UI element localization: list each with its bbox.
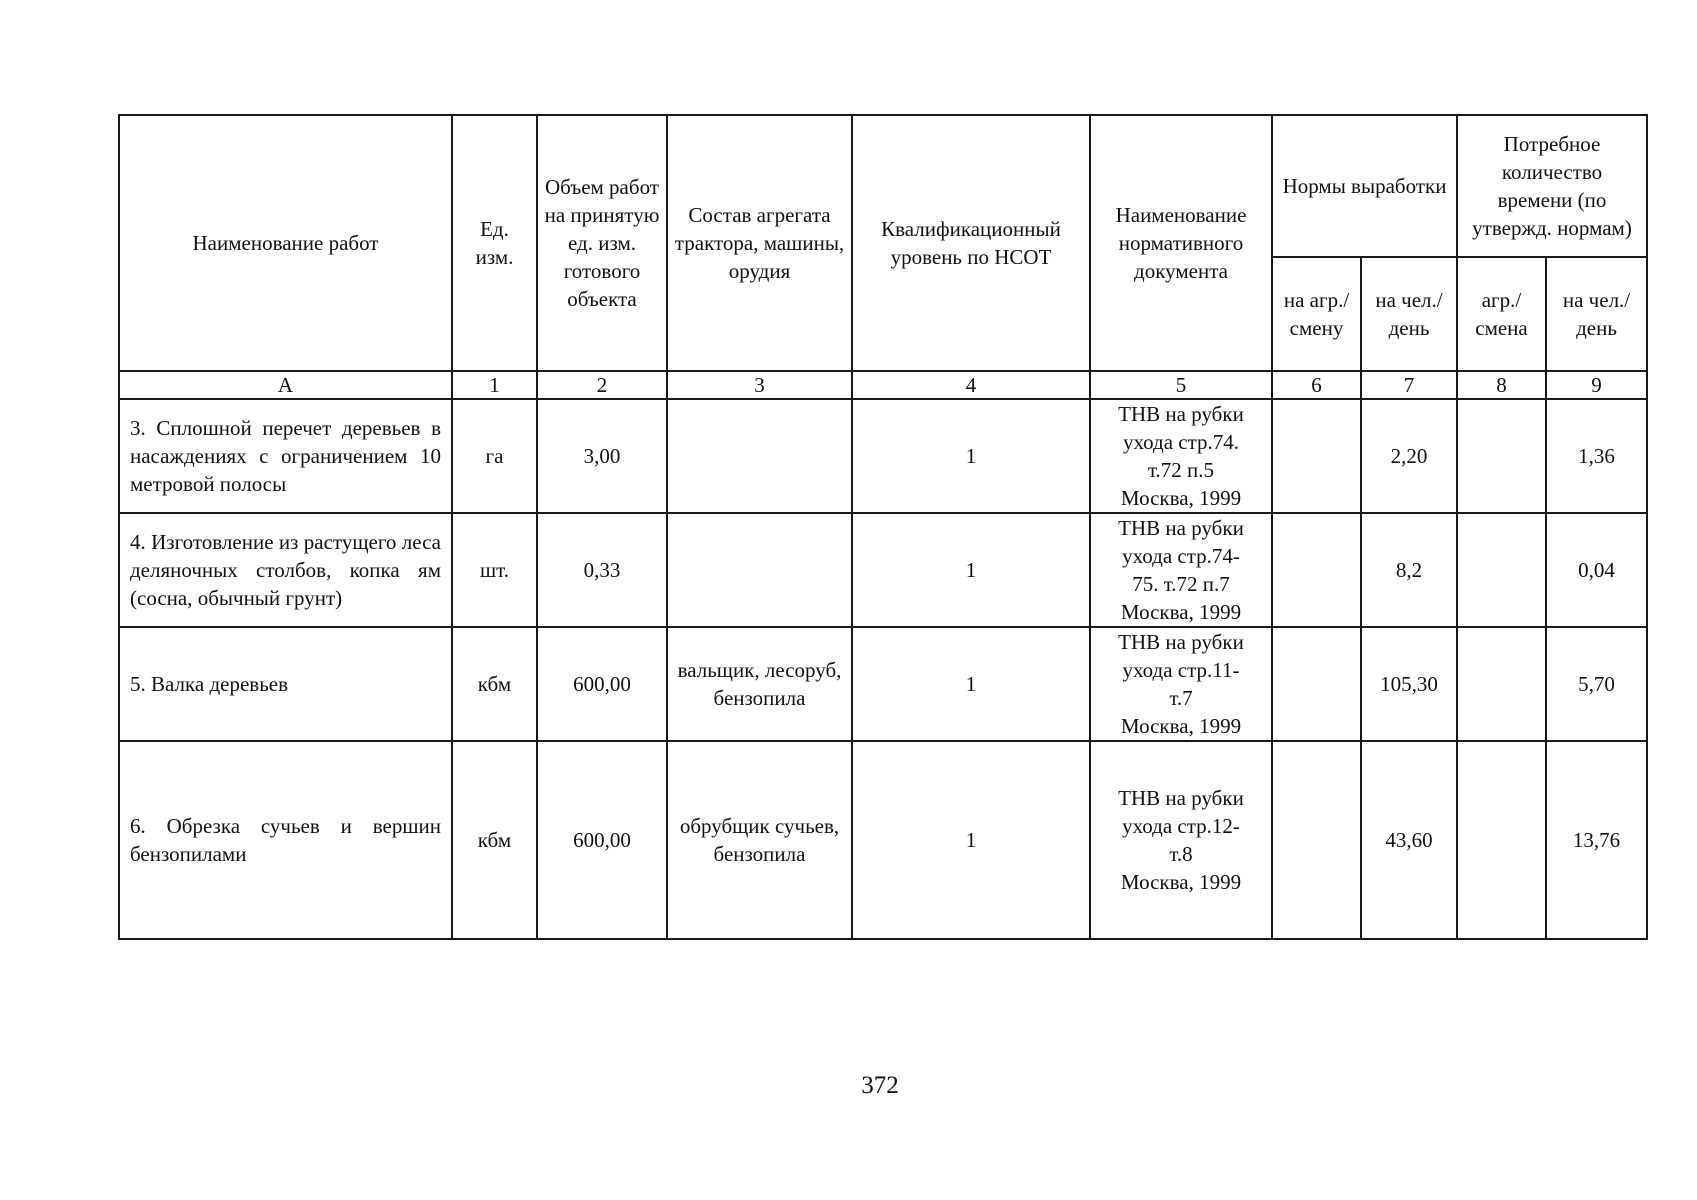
time-agr-cell [1457, 741, 1546, 939]
work-norms-table [118, 114, 1648, 940]
volume-cell: 600,00 [537, 741, 667, 939]
col-number: 5 [1090, 371, 1272, 399]
table-row [119, 627, 1647, 741]
header-work-name: Наименование работ [119, 115, 452, 371]
norm-doc-line: Москва, 1999 [1120, 714, 1242, 738]
header-row-1 [119, 115, 1647, 257]
col-number: А [119, 371, 452, 399]
qualification-cell: 1 [852, 627, 1090, 741]
header-qualification: Квалификационный уровень по НСОТ [852, 115, 1090, 371]
norm-doc-line: Москва, 1999 [1120, 600, 1242, 624]
time-person-cell: 0,04 [1546, 513, 1647, 627]
time-person-cell: 5,70 [1546, 627, 1647, 741]
header-unit-composition: Состав агрегата трактора, машины, орудия [667, 115, 852, 371]
unit-cell: шт. [452, 513, 537, 627]
composition-cell: вальщик, лесоруб, бензопила [667, 627, 852, 741]
unit-cell: кбм [452, 627, 537, 741]
time-person-cell: 13,76 [1546, 741, 1647, 939]
work-name-cell: 5. Валка деревьев [119, 627, 452, 741]
norm-person-cell: 43,60 [1361, 741, 1457, 939]
norm-doc-line: ухода стр.74- [1122, 544, 1240, 568]
norm-doc-line: т.72 п.5 [1147, 458, 1215, 482]
col-number: 7 [1361, 371, 1457, 399]
norm-doc-cell [1090, 627, 1272, 741]
composition-cell: обрубщик сучьев, бензопила [667, 741, 852, 939]
col-number: 2 [537, 371, 667, 399]
norm-doc-line: т.7 [1169, 686, 1193, 710]
composition-cell [667, 513, 852, 627]
unit-cell: кбм [452, 741, 537, 939]
qualification-cell: 1 [852, 399, 1090, 513]
header-norm-doc: Наименование нормативного документа [1090, 115, 1272, 371]
column-number-row [119, 371, 1647, 399]
table-row [119, 399, 1647, 513]
col-number: 6 [1272, 371, 1361, 399]
norm-agr-cell [1272, 627, 1361, 741]
volume-cell: 3,00 [537, 399, 667, 513]
work-name-cell: 3. Сплошной перечет деревьев в насаждениях с ограничением 10 метровой полосы [119, 399, 452, 513]
header-per-person-day: на чел./ день [1361, 257, 1457, 371]
norm-doc-line: Москва, 1999 [1120, 486, 1242, 510]
volume-cell: 0,33 [537, 513, 667, 627]
work-name-cell: 6. Обрезка сучьев и вершин бензопилами [119, 741, 452, 939]
norm-agr-cell [1272, 741, 1361, 939]
norm-doc-line: ТНВ на рубки [1118, 402, 1244, 426]
table-row [119, 741, 1647, 939]
norm-doc-line: ухода стр.12- [1122, 814, 1240, 838]
qualification-cell: 1 [852, 513, 1090, 627]
norm-doc-cell [1090, 399, 1272, 513]
time-agr-cell [1457, 399, 1546, 513]
col-number: 4 [852, 371, 1090, 399]
volume-cell: 600,00 [537, 627, 667, 741]
norm-doc-line: т.8 [1169, 842, 1193, 866]
header-volume: Объем работ на принятую ед. изм. готового объекта [537, 115, 667, 371]
composition-cell [667, 399, 852, 513]
norm-doc-line: ТНВ на рубки [1118, 516, 1244, 540]
time-agr-cell [1457, 513, 1546, 627]
norm-person-cell: 105,30 [1361, 627, 1457, 741]
norm-doc-line: ТНВ на рубки [1118, 630, 1244, 654]
col-number: 1 [452, 371, 537, 399]
norm-doc-line: ухода стр.74. [1122, 430, 1240, 454]
work-name-cell: 4. Изготовление из растущего леса деляночных столбов, копка ям (сосна, обычный грунт) [119, 513, 452, 627]
norm-person-cell: 8,2 [1361, 513, 1457, 627]
norm-doc-cell [1090, 513, 1272, 627]
norm-agr-cell [1272, 513, 1361, 627]
time-person-cell: 1,36 [1546, 399, 1647, 513]
header-agr-shift: агр./ смена [1457, 257, 1546, 371]
page-number: 372 [861, 1072, 899, 1099]
norm-agr-cell [1272, 399, 1361, 513]
col-number: 9 [1546, 371, 1647, 399]
norm-doc-line: ТНВ на рубки [1118, 786, 1244, 810]
col-number: 3 [667, 371, 852, 399]
norm-doc-line: Москва, 1999 [1120, 870, 1242, 894]
time-agr-cell [1457, 627, 1546, 741]
norm-doc-line: 75. т.72 п.7 [1132, 572, 1230, 596]
norm-doc-cell [1090, 741, 1272, 939]
col-number: 8 [1457, 371, 1546, 399]
header-output-norms: Нормы выработки [1272, 115, 1457, 257]
header-person-day: на чел./ день [1546, 257, 1647, 371]
header-time-needed: Потребное количество времени (по утвержд. нормам) [1457, 115, 1647, 257]
header-per-agr-shift: на агр./ смену [1272, 257, 1361, 371]
norm-person-cell: 2,20 [1361, 399, 1457, 513]
unit-cell: га [452, 399, 537, 513]
header-unit: Ед. изм. [452, 115, 537, 371]
qualification-cell: 1 [852, 741, 1090, 939]
table-row [119, 513, 1647, 627]
norm-doc-line: ухода стр.11- [1122, 658, 1240, 682]
